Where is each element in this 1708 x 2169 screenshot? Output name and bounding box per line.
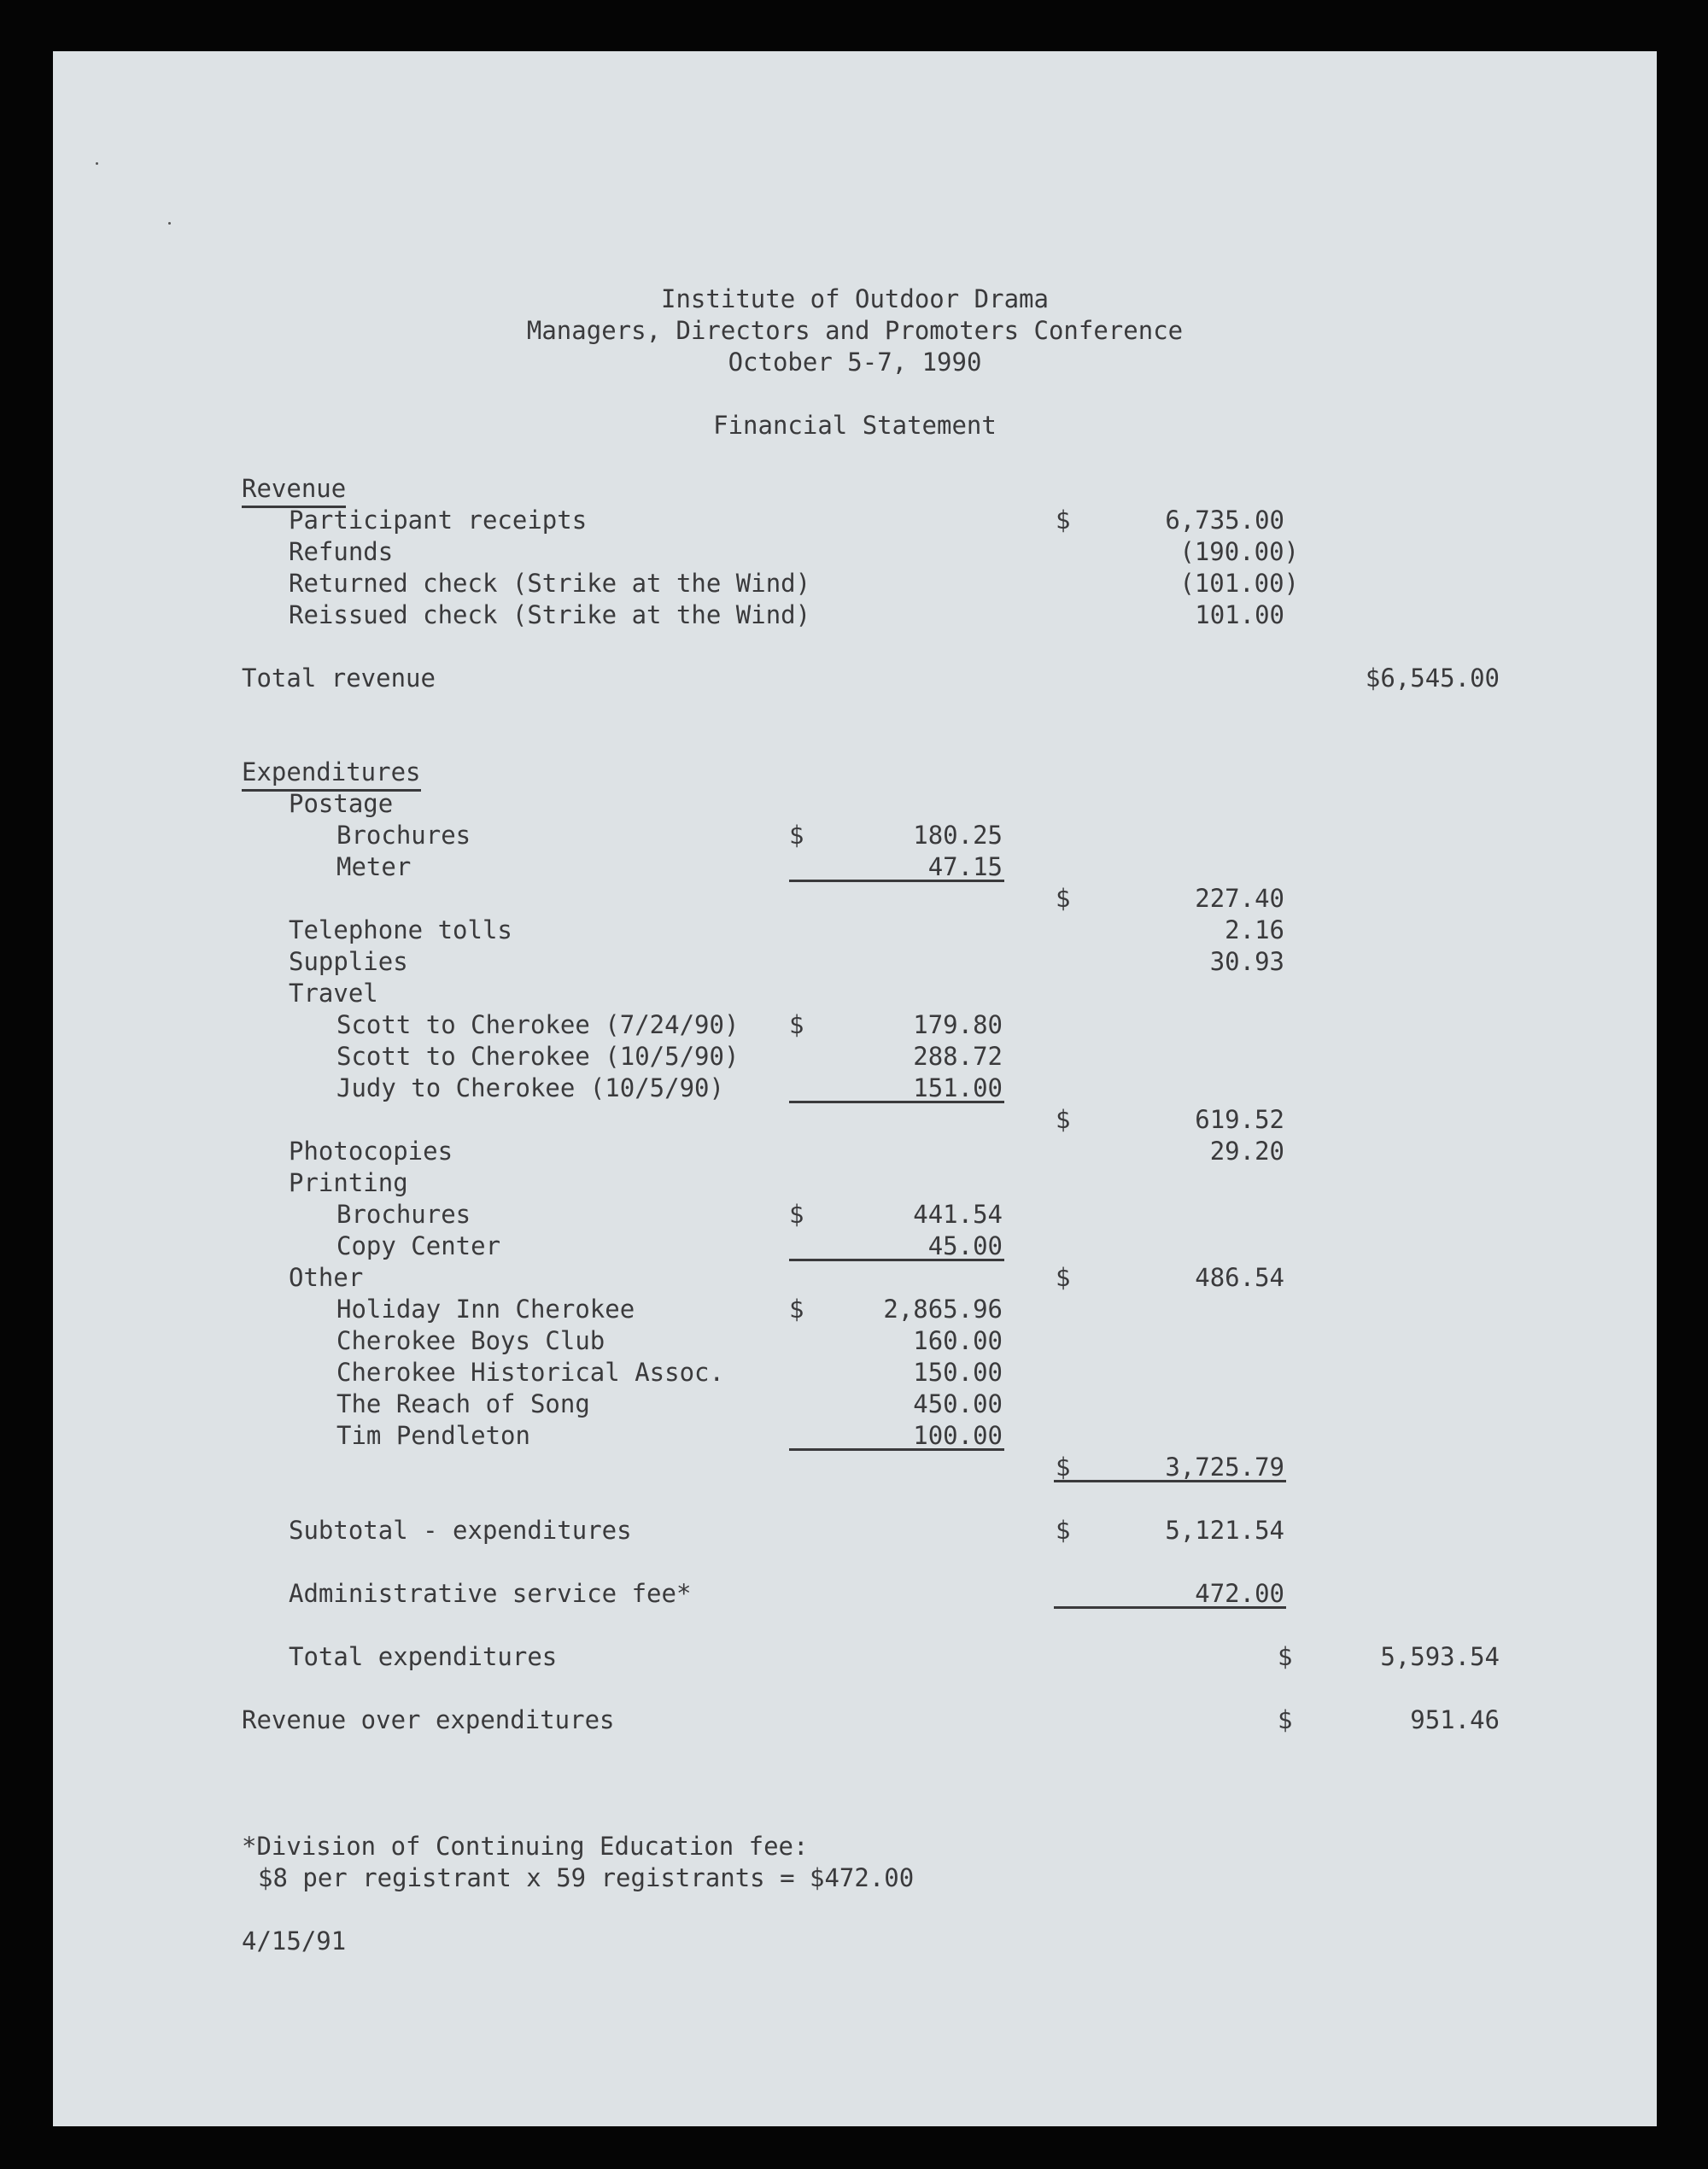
admin-fee-row <box>53 1578 1657 1610</box>
document-date: 4/15/91 <box>242 1926 347 1956</box>
net-label: Revenue over expenditures <box>242 1705 615 1734</box>
revenue-label: Participant receipts <box>289 506 588 535</box>
printing-item-row <box>53 1231 1657 1262</box>
travel-subtotal-row <box>53 1104 1657 1136</box>
travel-item-row <box>53 1041 1657 1073</box>
header-dates: October 5-7, 1990 <box>728 348 982 377</box>
travel-item-amount: 288.72 <box>913 1042 1003 1071</box>
printing-item-amount: 45.00 <box>927 1231 1003 1260</box>
footnote-row <box>53 1862 1657 1894</box>
net-amount: 951.46 <box>1410 1705 1500 1734</box>
supplies-amount: 30.93 <box>1209 947 1284 976</box>
postage-label: Postage <box>289 789 394 818</box>
admin-fee-underline <box>1054 1606 1286 1609</box>
header-dates-row <box>53 347 1657 378</box>
printing-label: Printing <box>289 1168 408 1197</box>
other-item-amount: 150.00 <box>913 1358 1003 1387</box>
postage-subtotal-row <box>53 883 1657 915</box>
dollar-sign: $ <box>1056 1263 1071 1292</box>
total-revenue-row <box>53 663 1657 694</box>
travel-item-amount: 151.00 <box>913 1073 1003 1102</box>
statement-title: Financial Statement <box>713 411 997 440</box>
printing-row <box>53 1167 1657 1199</box>
revenue-label: Refunds <box>289 537 394 566</box>
travel-item-label: Scott to Cherokee (7/24/90) <box>336 1010 740 1039</box>
total-expenditures-amount: 5,593.54 <box>1380 1642 1500 1671</box>
postage-underline <box>789 880 1004 882</box>
other-item-amount: 450.00 <box>913 1389 1003 1418</box>
supplies-label: Supplies <box>289 947 408 976</box>
header-conference-row <box>53 315 1657 347</box>
telephone-row <box>53 915 1657 946</box>
printing-item-amount: 441.54 <box>913 1200 1003 1229</box>
travel-underline <box>789 1101 1004 1103</box>
other-subtotal-row <box>53 1452 1657 1483</box>
other-item-amount: 160.00 <box>913 1326 1003 1355</box>
revenue-heading: Revenue <box>242 473 346 508</box>
dollar-sign: $ <box>789 1010 804 1039</box>
postage-subtotal: 227.40 <box>1195 884 1284 913</box>
revenue-row <box>53 505 1657 536</box>
revenue-amount: 6,735.00 <box>1165 506 1284 535</box>
dollar-sign: $ <box>1056 884 1071 913</box>
revenue-row <box>53 536 1657 568</box>
expenditures-heading-row <box>53 757 1657 788</box>
printing-item-label: Brochures <box>336 1200 471 1229</box>
footnote-line-1: *Division of Continuing Education fee: <box>242 1832 809 1861</box>
postage-item-amount: 47.15 <box>927 852 1003 881</box>
total-expenditures-row <box>53 1641 1657 1673</box>
total-revenue-amount: $6,545.00 <box>1365 664 1500 693</box>
other-item-label: The Reach of Song <box>336 1389 590 1418</box>
dollar-sign: $ <box>1056 1516 1071 1545</box>
postage-item-label: Meter <box>336 852 412 881</box>
travel-item-amount: 179.80 <box>913 1010 1003 1039</box>
postage-item-amount: 180.25 <box>913 821 1003 850</box>
other-item-label: Cherokee Boys Club <box>336 1326 605 1355</box>
subtotal-expenditures-row <box>53 1515 1657 1546</box>
dollar-sign: $ <box>789 1295 804 1324</box>
revenue-row <box>53 599 1657 631</box>
header-org-row <box>53 284 1657 315</box>
travel-item-row <box>53 1009 1657 1041</box>
paper-page <box>53 51 1657 2126</box>
dollar-sign: $ <box>1278 1705 1293 1734</box>
travel-subtotal: 619.52 <box>1195 1105 1284 1134</box>
revenue-heading-row <box>53 473 1657 505</box>
dollar-sign: $ <box>1278 1642 1293 1671</box>
dollar-sign: $ <box>789 1200 804 1229</box>
other-subtotal: 3,725.79 <box>1165 1453 1284 1482</box>
dollar-sign: $ <box>1056 1105 1071 1134</box>
other-underline <box>789 1448 1004 1451</box>
postage-row <box>53 788 1657 820</box>
other-item-amount: 2,865.96 <box>883 1295 1003 1324</box>
photocopies-amount: 29.20 <box>1209 1137 1284 1166</box>
photocopies-label: Photocopies <box>289 1137 453 1166</box>
header-org: Institute of Outdoor Drama <box>661 284 1049 313</box>
printing-item-row <box>53 1199 1657 1231</box>
footnote-row <box>53 1831 1657 1862</box>
scan-speck <box>168 222 171 225</box>
document-date-row <box>53 1926 1657 1957</box>
printing-item-label: Copy Center <box>336 1231 501 1260</box>
supplies-row <box>53 946 1657 978</box>
statement-title-row <box>53 410 1657 441</box>
other-subtotal-underline <box>1054 1480 1286 1482</box>
financial-statement-document <box>53 51 1657 2126</box>
net-row <box>53 1704 1657 1736</box>
revenue-amount: 101.00 <box>1195 600 1284 629</box>
other-row <box>53 1262 1657 1294</box>
other-item-row <box>53 1420 1657 1452</box>
postage-item-row <box>53 851 1657 883</box>
revenue-amount: (101.00) <box>1179 569 1299 598</box>
total-revenue-label: Total revenue <box>242 664 436 693</box>
dollar-sign: $ <box>1056 506 1071 535</box>
other-item-amount: 100.00 <box>913 1421 1003 1450</box>
travel-item-label: Scott to Cherokee (10/5/90) <box>336 1042 740 1071</box>
scan-speck <box>96 162 98 165</box>
travel-row <box>53 978 1657 1009</box>
footnote-line-2: $8 per registrant x 59 registrants = $472.00 <box>258 1863 915 1892</box>
photocopies-row <box>53 1136 1657 1167</box>
travel-item-label: Judy to Cherokee (10/5/90) <box>336 1073 724 1102</box>
postage-item-row <box>53 820 1657 851</box>
other-item-label: Holiday Inn Cherokee <box>336 1295 635 1324</box>
other-item-row <box>53 1294 1657 1325</box>
expenditures-heading: Expenditures <box>242 757 421 792</box>
dollar-sign: $ <box>789 821 804 850</box>
total-expenditures-label: Total expenditures <box>289 1642 558 1671</box>
telephone-label: Telephone tolls <box>289 915 512 944</box>
subtotal-expenditures-amount: 5,121.54 <box>1165 1516 1284 1545</box>
telephone-amount: 2.16 <box>1225 915 1284 944</box>
revenue-label: Reissued check (Strike at the Wind) <box>289 600 811 629</box>
admin-fee-amount: 472.00 <box>1195 1579 1284 1608</box>
other-label: Other <box>289 1263 364 1292</box>
printing-subtotal: 486.54 <box>1195 1263 1284 1292</box>
printing-underline <box>789 1259 1004 1261</box>
other-item-label: Tim Pendleton <box>336 1421 530 1450</box>
travel-item-row <box>53 1073 1657 1104</box>
other-item-row <box>53 1357 1657 1389</box>
revenue-label: Returned check (Strike at the Wind) <box>289 569 811 598</box>
other-item-row <box>53 1325 1657 1357</box>
other-item-label: Cherokee Historical Assoc. <box>336 1358 724 1387</box>
travel-label: Travel <box>289 979 378 1008</box>
postage-item-label: Brochures <box>336 821 471 850</box>
header-conference: Managers, Directors and Promoters Conference <box>526 316 1184 345</box>
revenue-amount: (190.00) <box>1179 537 1299 566</box>
admin-fee-label: Administrative service fee* <box>289 1579 692 1608</box>
dollar-sign: $ <box>1056 1453 1071 1482</box>
subtotal-expenditures-label: Subtotal - expenditures <box>289 1516 632 1545</box>
other-item-row <box>53 1389 1657 1420</box>
revenue-row <box>53 568 1657 599</box>
